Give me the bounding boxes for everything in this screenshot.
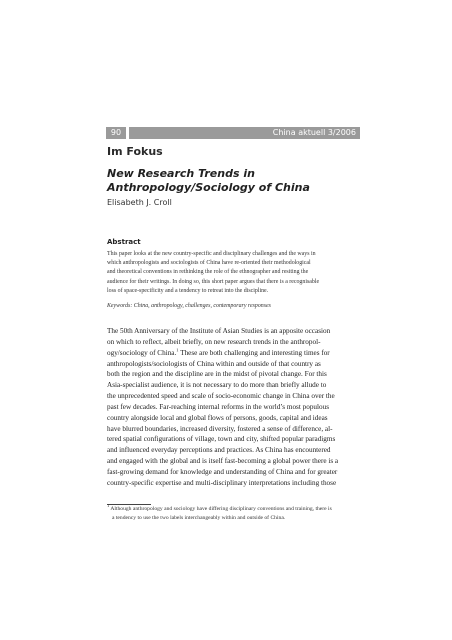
body-line <box>107 348 360 359</box>
body-line: have blurred boundaries, increased diversity, fostered a sense of difference, al- <box>107 424 333 433</box>
body-line: past few decades. Far-reaching internal reforms in the world’s most populous <box>107 402 330 411</box>
body-line-text: ogy/sociology of China. <box>107 348 177 357</box>
body-line: fast-growing demand for knowledge and understanding of China and for greater <box>107 467 338 476</box>
body-line: The 50th Anniversary of the Institute of Asian Studies is an apposite occasion <box>107 327 331 335</box>
author-name: Elisabeth J. Croll <box>107 198 172 207</box>
footnote-text: Although anthropology and sociology have differing disciplinary conventions and training, there is <box>110 506 332 512</box>
footnote-line <box>107 505 360 514</box>
article-title-line: New Research Trends in <box>107 167 255 180</box>
running-head: China aktuell 3/2006 <box>272 128 356 137</box>
abstract-text <box>107 250 360 296</box>
body-line: country alongside local and global flows of persons, goods, capital and ideas <box>107 413 328 422</box>
abstract-line: loss of space-specificity and a tendency to retreat into the discipline. <box>107 287 269 294</box>
footnote-line: a tendency to use the two labels interchangeably within and outside of China. <box>112 514 286 521</box>
abstract-line: audience for their writings. In doing so, this short paper argues that there is a recognisable <box>107 278 320 285</box>
abstract-heading: Abstract <box>107 238 141 246</box>
body-line: on which to reflect, albeit briefly, on new research trends in the anthropol- <box>107 337 321 346</box>
abstract-line: which anthropologists and sociologists of China have re-oriented their methodological <box>107 260 311 267</box>
body-line: Asia-specialist audience, it is not necessary to do more than briefly allude to <box>107 381 327 390</box>
page-number: 90 <box>110 128 122 137</box>
body-line: the unprecedented speed and scale of socio-economic change in China over the <box>107 392 335 401</box>
section-title: Im Fokus <box>107 145 163 158</box>
article-title <box>107 167 360 195</box>
keywords <box>107 302 360 311</box>
body-line: anthropologists/sociologists of China within and outside of that country as <box>107 359 321 368</box>
abstract-line: This paper looks at the new country-specific and disciplinary challenges and the ways in <box>107 251 316 257</box>
body-line: tered spatial configurations of village, town and city, shifted popular paradigms <box>107 435 336 444</box>
footnote-marker: 1 <box>107 503 110 509</box>
abstract-line: and theoretical conventions in rethinking the role of the ethnographer and resiting the <box>107 269 309 276</box>
body-line: both the region and the discipline are in the midst of pivotal change. For this <box>107 370 327 379</box>
body-line-text: These are both challenging and interesting times for <box>180 348 330 357</box>
footnote-reference[interactable]: 1 <box>176 347 179 353</box>
keywords-line: Keywords: China, anthropology, challenges, contemporary responses <box>107 303 271 309</box>
footnote <box>107 505 360 522</box>
body-line: and influenced everyday perceptions and practices. As China has encountered <box>107 446 331 455</box>
article-title-line: Anthropology/Sociology of China <box>107 181 310 194</box>
body-line: and engaged with the global and is itself fast-becoming a global power there is a <box>107 457 339 466</box>
body-text <box>107 326 360 489</box>
body-line: country-specific expertise and multi-disciplinary interpretations including those <box>107 478 337 487</box>
